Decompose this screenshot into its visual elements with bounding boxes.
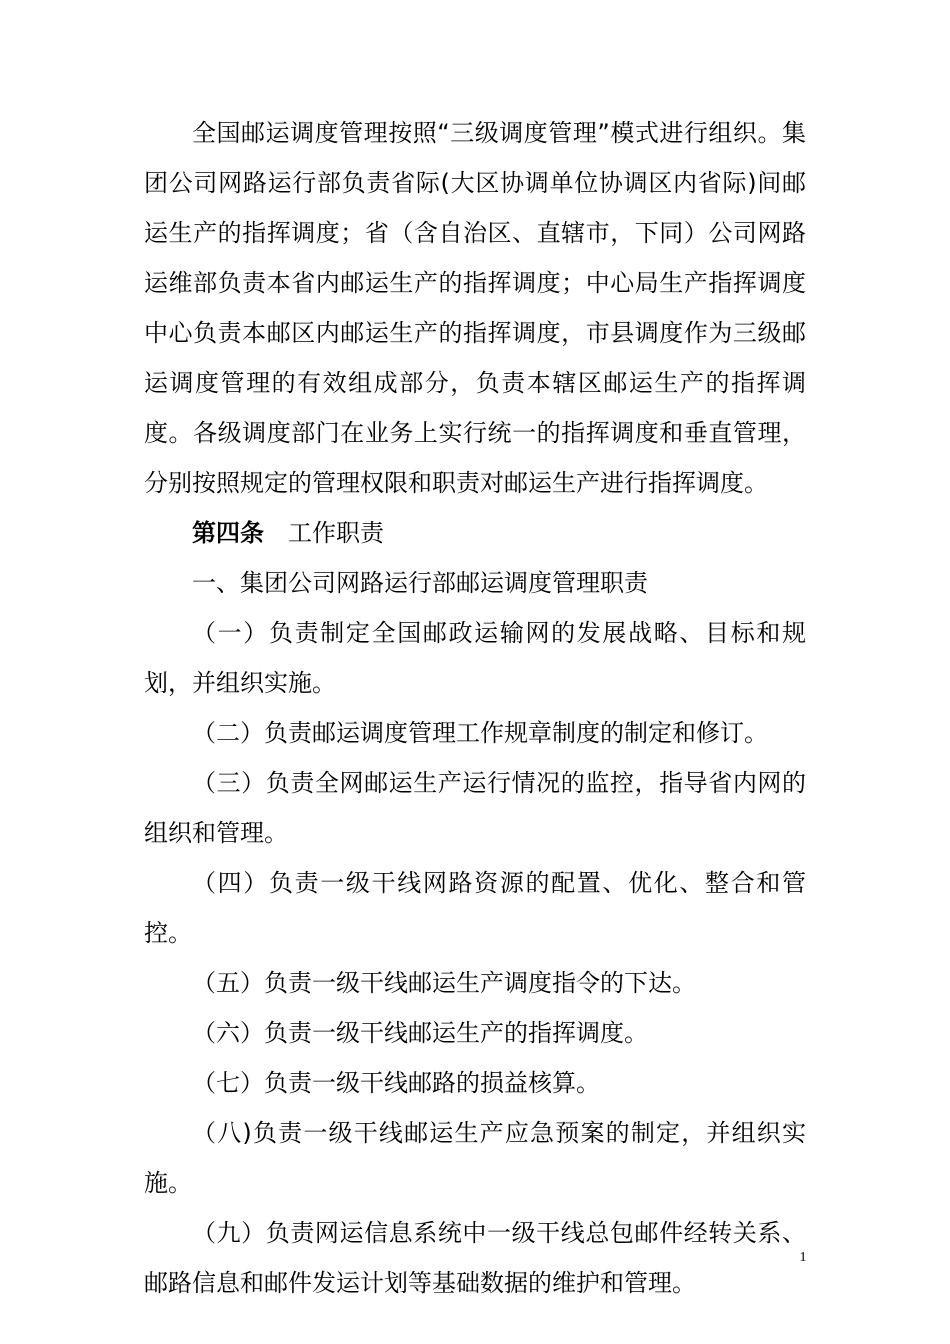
list-item: （四）负责一级干线网路资源的配置、优化、整合和管控。	[144, 869, 806, 947]
list-item: （六）负责一级干线邮运生产的指挥调度。	[192, 1019, 648, 1047]
list-item: （二）负责邮运调度管理工作规章制度的制定和修订。	[192, 719, 768, 747]
intro-paragraph: 全国邮运调度管理按照“三级调度管理”模式进行组织。集团公司网路运行部负责省际(大区协调单位协调区内省际)间邮运生产的指挥调度；省（含自治区、直辖市，下同）公司网路运维部负责本省内邮运生产的指挥调度；中心局生产指挥调度中心负责本邮区内邮运生产的指挥调度，市县调度作为三级邮运调度管理的有效组成部分，负责本辖区邮运生产的指挥调度。各级调度部门在业务上实行统一的指挥调度和垂直管理，分别按照规定的管理权限和职责对邮运生产进行指挥调度。	[144, 119, 806, 497]
list-item: （八)负责一级干线邮运生产应急预案的制定，并组织实施。	[144, 1119, 806, 1197]
list-item: （三）负责全网邮运生产运行情况的监控，指导省内网的组织和管理。	[144, 769, 806, 847]
article-heading	[144, 508, 806, 558]
section-heading: 一、集团公司网路运行部邮运调度管理职责	[192, 569, 648, 597]
page-number: 1	[799, 1250, 807, 1265]
article-title: 工作职责	[288, 519, 384, 547]
document-body	[144, 108, 806, 1308]
list-item: （一）负责制定全国邮政运输网的发展战略、目标和规划，并组织实施。	[144, 619, 806, 697]
list-item: （五）负责一级干线邮运生产调度指令的下达。	[192, 969, 696, 997]
list-item: （九）负责网运信息系统中一级干线总包邮件经转关系、邮路信息和邮件发运计划等基础数据的维护和管理。	[144, 1219, 806, 1297]
list-item: （七）负责一级干线邮路的损益核算。	[192, 1069, 600, 1097]
article-number: 第四条	[192, 519, 264, 547]
